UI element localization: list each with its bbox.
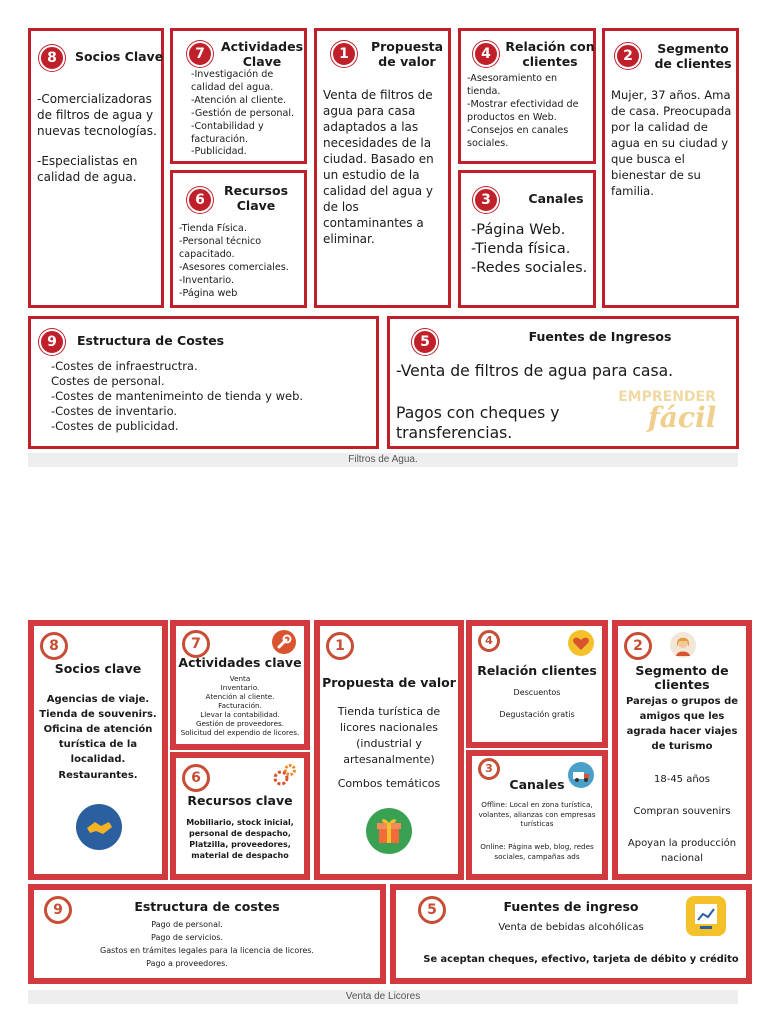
c1-recursos-clave-box (170, 170, 307, 308)
c2-actividades-line-5: Llevar la contabilidad. (200, 710, 280, 719)
c2-relacion-badge: 4 (478, 630, 500, 652)
c1-relacion-line-1: -Asesoramiento en tienda. (467, 73, 558, 97)
c2-ingresos-title: Fuentes de ingreso (503, 899, 639, 914)
c1-socios-title: Socios Clave (75, 49, 164, 64)
c2-ingresos-line-1: Venta de bebidas alcohólicas (498, 922, 644, 933)
c2-canales-title: Canales (509, 777, 565, 792)
c2-recursos-clave-box (170, 752, 310, 880)
c1-costes-line-1: -Costes de infraestructra. (51, 359, 198, 373)
c2-actividades-line-6: Gestión de proveedores. (195, 719, 285, 728)
c1-relacion-line-2: -Mostrar efectividad de productos en Web. (467, 99, 579, 123)
c2-actividades-line-2: Inventario. (220, 683, 260, 692)
c1-actividades-clave-box (170, 28, 307, 164)
c1-ingresos-line-1: -Venta de filtros de agua para casa. (396, 362, 674, 380)
c2-segmento-badge: 2 (624, 632, 652, 660)
c1-recursos-line-5: -Página web (179, 288, 238, 299)
c1-recursos-line-4: -Inventario. (179, 275, 235, 286)
c2-costes-line-2: Pago de servicios. (151, 933, 223, 942)
c1-propuesta-badge: 1 (331, 41, 357, 67)
c1-actividades-line-3: -Gestión de personal. (191, 108, 295, 119)
gift-icon (366, 808, 412, 854)
c2-segmento-line-1: Parejas o grupos de amigos que les agrada hacer viajes de turismo (625, 696, 739, 752)
c1-costes-title: Estructura de Costes (77, 333, 225, 348)
c1-canales-line-2: -Tienda física. (471, 241, 571, 257)
c1-socios-line-1: -Comercializadoras de filtros de agua y nuevas tecnologías. (37, 92, 157, 138)
c1-caption: Filtros de Agua. (28, 453, 738, 467)
c1-recursos-badge: 6 (187, 187, 213, 213)
gears-icon (272, 762, 298, 788)
c2-segmento-clientes-box (612, 620, 752, 880)
c1-recursos-line-1: -Tienda Física. (179, 223, 247, 234)
c1-costes-line-2: Costes de personal. (51, 374, 165, 388)
c1-socios-clave-box (28, 28, 164, 308)
c1-recursos-line-3: -Asesores comerciales. (179, 262, 289, 273)
c1-ingresos-line-2: Pagos con cheques y transferencias. (396, 404, 560, 442)
c2-socios-line-3: Oficina de atención turística de la localidad. (43, 724, 153, 765)
c2-costes-line-1: Pago de personal. (151, 920, 223, 929)
c2-segmento-line-3: Compran souvenirs (633, 806, 731, 817)
c2-socios-line-1: Agencias de viaje. (46, 694, 150, 705)
c2-propuesta-valor-box (314, 620, 464, 880)
c2-propuesta-text-2: Combos temáticos (337, 777, 441, 790)
c1-canales-line-3: -Redes sociales. (471, 260, 588, 276)
c2-fuentes-ingreso-box (390, 884, 752, 984)
c2-ingresos-badge: 5 (418, 896, 446, 924)
c2-segmento-title: Segmento de clientes (635, 663, 729, 692)
c1-segmento-clientes-box (602, 28, 739, 308)
c2-relacion-line-2: Degustación gratis (499, 710, 575, 719)
c1-recursos-title: Recursos Clave (223, 183, 289, 213)
c1-actividades-line-5: -Publicidad. (191, 146, 247, 157)
c2-relacion-title: Relación clientes (477, 663, 597, 678)
c2-recursos-line-2: personal de despacho, (189, 829, 291, 838)
c1-estructura-costes-box (28, 316, 379, 449)
c1-actividades-line-1: -Investigación de calidad del agua. (191, 69, 274, 93)
c1-costes-badge: 9 (39, 329, 65, 355)
c2-actividades-clave-box (170, 620, 310, 750)
c2-estructura-costes-box (28, 884, 386, 984)
c2-canales-online: Online: Página web, blog, redes sociales, campañas ads (480, 842, 594, 861)
c1-segmento-badge: 2 (615, 43, 641, 69)
c2-relacion-line-1: Descuentos (513, 688, 561, 697)
c1-canales-line-1: -Página Web. (471, 222, 566, 238)
c1-ingresos-title: Fuentes de Ingresos (528, 329, 672, 344)
c2-canales-offline: Offline: Local en zona turística, volantes, alianzas con empresas turísticas (478, 800, 596, 828)
c2-recursos-badge: 6 (182, 764, 210, 792)
c1-actividades-line-4: -Contabilidad y facturación. (191, 121, 264, 145)
c2-recursos-title: Recursos clave (187, 793, 293, 808)
c2-propuesta-badge: 1 (326, 632, 354, 660)
c1-socios-badge: 8 (39, 45, 65, 71)
c1-relacion-badge: 4 (473, 41, 499, 67)
c2-segmento-line-4: Apoyan la producción nacional (627, 838, 737, 864)
c2-actividades-line-1: Venta (229, 674, 251, 683)
handshake-icon (76, 804, 122, 850)
c1-propuesta-valor-box (314, 28, 451, 308)
c1-segmento-text: Mujer, 37 años. Ama de casa. Preocupada por la calidad de agua en su ciudad y que busca el bienestar de su familia. (611, 88, 732, 198)
c2-costes-badge: 9 (44, 896, 72, 924)
emprender-facil-watermark-bottom: fácil (647, 401, 717, 434)
c2-canales-box (466, 750, 608, 880)
c2-recursos-line-4: material de despacho (191, 851, 289, 860)
c1-canales-badge: 3 (473, 187, 499, 213)
c1-relacion-title: Relación con clientes (505, 39, 595, 69)
c2-recursos-line-1: Mobiliario, stock inicial, (186, 818, 294, 827)
c1-canales-box (458, 170, 596, 308)
c1-actividades-line-2: -Atención al cliente. (191, 95, 287, 106)
c1-costes-line-4: -Costes de inventario. (51, 404, 178, 418)
c2-caption: Venta de Licores (28, 990, 738, 1004)
c2-propuesta-title: Propuesta de valor (322, 675, 456, 690)
c2-socios-title: Socios clave (54, 661, 142, 676)
c1-socios-line-2: -Especialistas en calidad de agua. (37, 154, 138, 184)
c1-actividades-title: Actividades Clave (220, 39, 304, 69)
woman-avatar-icon (670, 632, 696, 658)
c2-segmento-line-2: 18-45 años (653, 774, 711, 785)
c1-relacion-line-3: -Consejos en canales sociales. (467, 125, 569, 149)
c2-propuesta-text-1: Tienda turística de licores nacionales (industrial y artesanalmente) (337, 705, 441, 766)
c2-actividades-line-4: Facturación. (218, 701, 262, 710)
c2-socios-line-4: Restaurantes. (58, 770, 138, 781)
c2-actividades-title: Actividades clave (178, 655, 302, 670)
c2-costes-line-4: Pago a proveedores. (146, 959, 228, 968)
c2-costes-title: Estructura de costes (134, 899, 280, 914)
c2-actividades-line-7: Solicitud del expendio de licores. (180, 728, 300, 737)
c2-actividades-badge: 7 (182, 630, 210, 658)
c1-actividades-badge: 7 (187, 41, 213, 67)
c2-socios-line-2: Tienda de souvenirs. (39, 709, 157, 720)
c1-relacion-clientes-box (458, 28, 596, 164)
c2-canales-badge: 3 (478, 758, 500, 780)
emprender-facil-watermark-top: EMPRENDER (618, 389, 716, 405)
c2-actividades-line-3: Atención al cliente. (205, 692, 275, 701)
c1-propuesta-text: Venta de filtros de agua para casa adaptados a las necesidades de la ciudad. Basado en un estudio de la calidad del agua y de los contaminantes a eliminar. (323, 88, 434, 246)
c1-segmento-title: Segmento de clientes (654, 41, 732, 71)
heart-icon (568, 630, 594, 656)
c2-ingresos-line-2: Se aceptan cheques, efectivo, tarjeta de débito y crédito (423, 954, 739, 965)
c1-canales-title: Canales (528, 191, 584, 206)
c2-socios-badge: 8 (40, 632, 68, 660)
wrench-icon (272, 630, 296, 654)
c1-recursos-line-2: -Personal técnico capacitado. (179, 236, 262, 260)
c1-ingresos-badge: 5 (412, 329, 438, 355)
c2-costes-line-3: Gastos en trámites legales para la licencia de licores. (100, 946, 314, 955)
bank-chart-icon (686, 896, 726, 936)
c1-fuentes-ingresos-box (387, 316, 739, 449)
c1-costes-line-5: -Costes de publicidad. (51, 419, 179, 433)
c2-relacion-clientes-box (466, 620, 608, 748)
c1-propuesta-title: Propuesta de valor (370, 39, 444, 69)
c1-costes-line-3: -Costes de mantenimeinto de tienda y web. (51, 389, 304, 403)
c2-recursos-line-3: Platzilla, proveedores, (189, 840, 291, 849)
c2-socios-clave-box (28, 620, 168, 880)
